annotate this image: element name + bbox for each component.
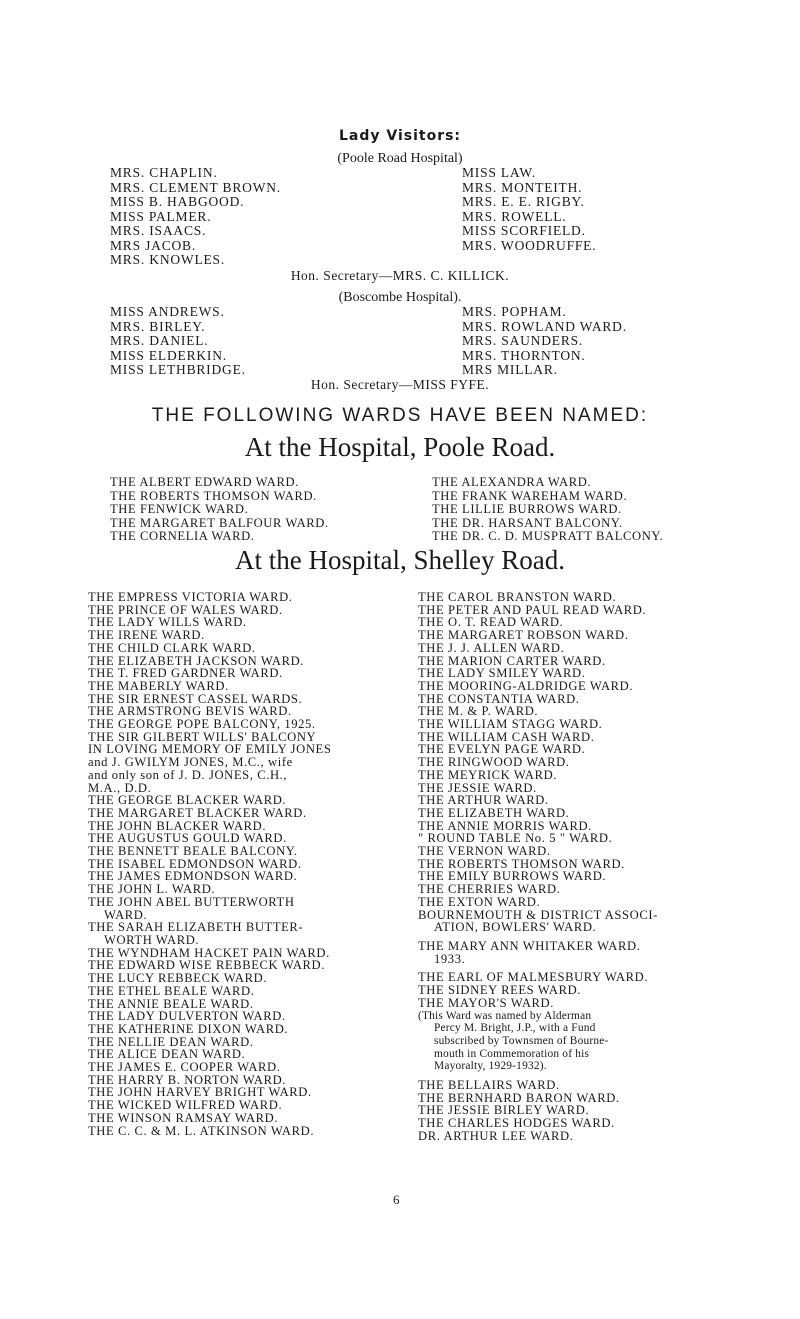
- visitor-name: MRS JACOB.: [110, 237, 197, 253]
- ward-name: THE HARRY B. NORTON WARD.: [88, 1072, 287, 1087]
- ward-name: THE JOHN HARVEY BRIGHT WARD.: [88, 1085, 312, 1100]
- poole-visitors-left: [110, 166, 281, 268]
- visitor-name: MISS PALMER.: [110, 208, 212, 224]
- ward-name: THE BENNETT BEALE BALCONY.: [88, 844, 298, 859]
- ward-name: THE EARL OF MALMESBURY WARD.: [418, 970, 649, 985]
- ward-name: THE ALEXANDRA WARD.: [432, 475, 592, 489]
- visitor-name: MRS. E. E. RIGBY.: [462, 194, 585, 209]
- ward-name: THE LADY DULVERTON WARD.: [88, 1009, 286, 1024]
- poole-secretary: Hon. Secretary—MRS. C. KILLICK.: [290, 268, 510, 283]
- ward-name: THE C. C. & M. L. ATKINSON WARD.: [88, 1123, 315, 1138]
- ward-name: THE BERNHARD BARON WARD.: [418, 1090, 620, 1105]
- boscombe-secretary-visible: Hon. Secretary—MISS FYFE.: [310, 377, 490, 392]
- ward-name: THE LADY SMILEY WARD.: [418, 666, 586, 681]
- ward-name: THE M. & P. WARD.: [418, 704, 539, 719]
- ward-name: THE ISABEL EDMONDSON WARD.: [88, 856, 302, 871]
- ward-name: THE GEORGE POPE BALCONY, 1925.: [88, 717, 316, 732]
- ward-name: THE ALBERT EDWARD WARD.: [110, 475, 299, 489]
- ward-name: THE CAROL BRANSTON WARD.: [418, 590, 617, 604]
- ward-name: THE GEORGE BLACKER WARD.: [88, 793, 287, 808]
- ward-name: THE EDWARD WISE REBBECK WARD.: [88, 958, 325, 973]
- ward-name: THE PETER AND PAUL READ WARD.: [418, 602, 647, 617]
- ward-name: " ROUND TABLE No. 5 " WARD.: [418, 831, 613, 846]
- visitor-name: MISS B. HABGOOD.: [110, 194, 245, 209]
- poole-road-heading: At the Hospital, Poole Road.: [244, 432, 556, 462]
- ward-name: BOURNEMOUTH & DISTRICT ASSOCI-: [418, 907, 658, 922]
- ward-name: THE ANNIE BEALE WARD.: [88, 996, 254, 1011]
- visitor-name: MRS. CHAPLIN.: [110, 165, 218, 180]
- ward-name: THE FENWICK WARD.: [110, 502, 249, 516]
- ward-name: THE ELIZABETH WARD.: [418, 805, 570, 820]
- ward-name: THE ROBERTS THOMSON WARD.: [418, 856, 625, 871]
- ward-name: THE MABERLY WARD.: [88, 678, 229, 693]
- ward-name: THE MEYRICK WARD.: [418, 767, 558, 782]
- ward-name: THE VERNON WARD.: [418, 844, 551, 859]
- ward-name: THE SIR ERNEST CASSEL WARDS.: [88, 691, 303, 706]
- ward-name: THE LILLIE BURROWS WARD.: [432, 502, 622, 516]
- ward-name: M.A., D.D.: [88, 780, 152, 795]
- ward-name: THE ALICE DEAN WARD.: [88, 1047, 246, 1062]
- ward-name: THE FRANK WAREHAM WARD.: [432, 488, 628, 503]
- visitor-name: MRS MILLAR.: [462, 362, 558, 377]
- ward-name: THE WYNDHAM HACKET PAIN WARD.: [88, 945, 330, 960]
- ward-name: WARD.: [104, 907, 148, 922]
- ward-name: THE ARTHUR WARD.: [418, 793, 549, 808]
- visitor-name: MRS. MONTEITH.: [462, 179, 583, 195]
- ward-name: THE BELLAIRS WARD.: [418, 1078, 560, 1093]
- ward-name: THE MARGARET ROBSON WARD.: [418, 628, 629, 643]
- visitor-name: MRS. WOODRUFFE.: [462, 237, 597, 253]
- poole-road-wards-left: [110, 476, 329, 544]
- ward-name: THE MARY ANN WHITAKER WARD.: [418, 938, 641, 953]
- visitor-name: MRS. ROWLAND WARD.: [462, 318, 627, 334]
- visitor-name: MISS SCORFIELD.: [462, 223, 586, 238]
- boscombe-subtitle: (Boscombe Hospital).: [338, 290, 462, 305]
- ward-name: ATION, BOWLERS' WARD.: [434, 920, 597, 935]
- ward-name: THE DR. HARSANT BALCONY.: [432, 515, 623, 530]
- poole-subtitle: (Poole Road Hospital): [337, 151, 463, 166]
- ward-name: THE LUCY REBBECK WARD.: [88, 971, 268, 986]
- ward-note: Percy M. Bright, J.P., with a Fund: [434, 1022, 596, 1035]
- visitor-name: MRS. THORNTON.: [462, 347, 586, 363]
- ward-name: THE JESSIE BIRLEY WARD.: [418, 1103, 590, 1118]
- ward-name: DR. ARTHUR LEE WARD.: [418, 1128, 574, 1143]
- ward-name: THE CHARLES HODGES WARD.: [418, 1116, 615, 1131]
- ward-name: THE EMILY BURROWS WARD.: [418, 869, 607, 884]
- ward-name: THE CHERRIES WARD.: [418, 882, 561, 897]
- ward-name: THE ROBERTS THOMSON WARD.: [110, 488, 317, 503]
- ward-name: THE SIR GILBERT WILLS' BALCONY: [88, 729, 317, 744]
- boscombe-visitors-right: [462, 305, 627, 378]
- ward-name: and J. GWILYM JONES, M.C., wife: [88, 755, 293, 770]
- visitor-name: MISS ELDERKIN.: [110, 347, 227, 363]
- ward-name: THE LADY WILLS WARD.: [88, 615, 247, 630]
- ward-note: (This Ward was named by Alderman: [418, 1009, 592, 1022]
- ward-name: THE EMPRESS VICTORIA WARD.: [88, 590, 293, 604]
- ward-name: THE JAMES EDMONDSON WARD.: [88, 869, 298, 884]
- ward-name: THE JOHN ABEL BUTTERWORTH: [88, 894, 295, 909]
- wards-heading: THE FOLLOWING WARDS HAVE BEEN NAMED:: [151, 405, 649, 426]
- ward-name: THE MOORING-ALDRIDGE WARD.: [418, 678, 634, 693]
- ward-name: THE MAYOR'S WARD.: [418, 995, 554, 1010]
- ward-name: THE NELLIE DEAN WARD.: [88, 1034, 254, 1049]
- ward-name: THE EVELYN PAGE WARD.: [418, 742, 586, 757]
- visitor-name: MRS. CLEMENT BROWN.: [110, 179, 281, 195]
- ward-note: mouth in Commemoration of his: [434, 1047, 590, 1060]
- visitor-name: MRS. BIRLEY.: [110, 318, 206, 334]
- shelley-wards-left: [88, 591, 331, 1137]
- ward-name: THE ARMSTRONG BEVIS WARD.: [88, 704, 292, 719]
- ward-name: THE JOHN L. WARD.: [88, 882, 216, 897]
- ward-name: WORTH WARD.: [104, 932, 200, 947]
- ward-note: Mayoralty, 1929-1932).: [434, 1060, 547, 1073]
- ward-name: THE WINSON RAMSAY WARD.: [88, 1110, 279, 1125]
- ward-name: THE MARION CARTER WARD.: [418, 653, 606, 668]
- ward-name: THE RINGWOOD WARD.: [418, 755, 570, 770]
- ward-name: THE PRINCE OF WALES WARD.: [88, 602, 283, 617]
- ward-name: THE CONSTANTIA WARD.: [418, 691, 580, 706]
- visitor-name: MRS. DANIEL.: [110, 333, 209, 348]
- boscombe-visitors-left: [110, 305, 246, 378]
- visitor-name: MRS. ISAACS.: [110, 223, 207, 238]
- poole-road-wards-right: [432, 476, 663, 544]
- ward-name: THE WILLIAM STAGG WARD.: [418, 717, 603, 732]
- visitor-name: MISS LETHBRIDGE.: [110, 362, 246, 377]
- ward-name: THE ETHEL BEALE WARD.: [88, 983, 255, 998]
- ward-name: THE JOHN BLACKER WARD.: [88, 818, 267, 833]
- ward-name: THE O. T. READ WARD.: [418, 615, 564, 630]
- ward-name: THE JESSIE WARD.: [418, 780, 537, 795]
- ward-name: THE J. J. ALLEN WARD.: [418, 640, 565, 655]
- ward-name: THE SARAH ELIZABETH BUTTER-: [88, 920, 304, 935]
- ward-name: and only son of J. D. JONES, C.H.,: [88, 767, 288, 782]
- ward-name: THE MARGARET BLACKER WARD.: [88, 805, 307, 820]
- shelley-wards-right: [418, 591, 658, 1143]
- ward-name: THE SIDNEY REES WARD.: [418, 983, 582, 998]
- visitor-name: MRS. KNOWLES.: [110, 252, 226, 267]
- ward-name: THE MARGARET BALFOUR WARD.: [110, 515, 329, 530]
- ward-name: THE EXTON WARD.: [418, 894, 541, 909]
- ward-name: THE WILLIAM CASH WARD.: [418, 729, 595, 744]
- visitor-name: MISS ANDREWS.: [110, 304, 225, 319]
- ward-name: THE KATHERINE DIXON WARD.: [88, 1021, 289, 1036]
- ward-name: THE IRENE WARD.: [88, 628, 205, 643]
- ward-name: IN LOVING MEMORY OF EMILY JONES: [88, 742, 332, 757]
- lady-visitors-title: Lady Visitors:: [338, 128, 462, 144]
- ward-note: subscribed by Townsmen of Bourne-: [434, 1034, 609, 1047]
- ward-name: THE DR. C. D. MUSPRATT BALCONY.: [432, 529, 664, 543]
- visitor-name: MRS. ROWELL.: [462, 208, 567, 224]
- ward-name: THE CORNELIA WARD.: [110, 529, 255, 543]
- visitor-name: MRS. SAUNDERS.: [462, 333, 584, 348]
- page-number: 6: [393, 1192, 400, 1207]
- shelley-road-heading: At the Hospital, Shelley Road.: [235, 545, 565, 575]
- ward-name: THE CHILD CLARK WARD.: [88, 640, 256, 655]
- ward-name: THE ANNIE MORRIS WARD.: [418, 818, 592, 833]
- visitor-name: MRS. POPHAM.: [462, 304, 567, 319]
- ward-name: THE ELIZABETH JACKSON WARD.: [88, 653, 305, 668]
- ward-name: 1933.: [434, 951, 466, 966]
- visitor-name: MISS LAW.: [462, 165, 536, 180]
- ward-name: THE AUGUSTUS GOULD WARD.: [88, 831, 287, 846]
- poole-visitors-right: [462, 166, 596, 253]
- ward-name: THE WICKED WILFRED WARD.: [88, 1098, 283, 1113]
- ward-name: THE T. FRED GARDNER WARD.: [88, 666, 283, 681]
- ward-name: THE JAMES E. COOPER WARD.: [88, 1060, 281, 1075]
